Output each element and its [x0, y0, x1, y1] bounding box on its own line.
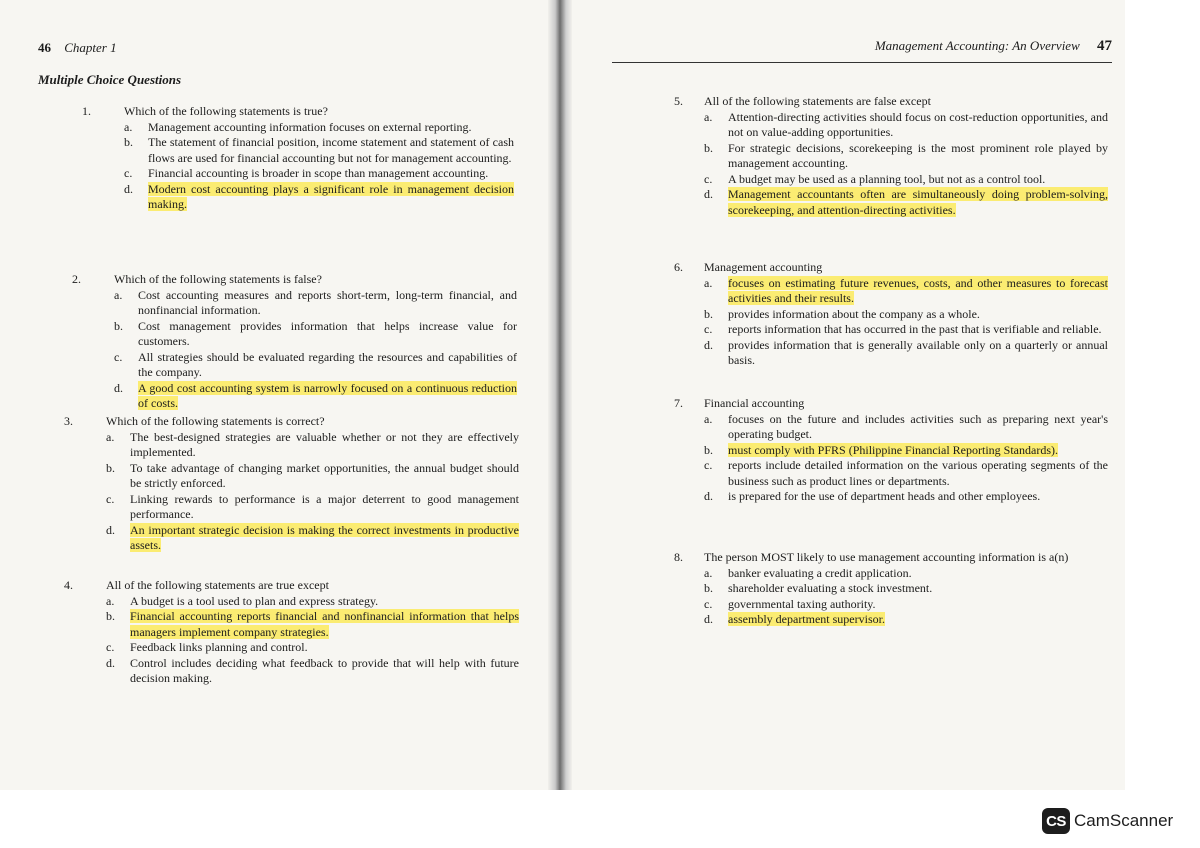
question-8	[674, 550, 1108, 628]
question-stem: The person MOST likely to use management accounting information is a(n)	[704, 550, 1069, 564]
option-c: c. All strategies should be evaluated regarding the resources and capabilities of the company.	[114, 349, 517, 379]
question-number: 6.	[674, 260, 683, 274]
option-d-highlighted: d. Management accountants often are simultaneously doing problem-solving, scorekeeping, and attention-directing activities.	[704, 187, 1108, 217]
question-stem: Which of the following statements is correct?	[106, 414, 325, 428]
question-2	[72, 272, 517, 412]
running-title: Management Accounting: An Overview	[874, 38, 1080, 53]
question-4	[64, 578, 519, 687]
question-number: 2.	[72, 272, 81, 286]
book-gutter	[548, 0, 572, 790]
left-page-number: 46	[38, 40, 51, 55]
question-6	[674, 260, 1108, 369]
option-b: b. provides information about the company as a whole.	[704, 306, 980, 321]
question-stem: Financial accounting	[704, 396, 805, 410]
chapter-label: Chapter 1	[64, 40, 117, 55]
option-a: a. Cost accounting measures and reports short-term, long-term financial, and nonfinancial information.	[114, 287, 517, 317]
question-number: 8.	[674, 550, 683, 564]
camscanner-text: CamScanner	[1074, 811, 1174, 830]
question-stem: All of the following statements are true except	[106, 578, 329, 592]
question-3	[64, 414, 519, 554]
option-a: a. A budget is a tool used to plan and express strategy.	[106, 593, 379, 608]
option-d-highlighted: d. An important strategic decision is making the correct investments in productive assets.	[106, 522, 519, 552]
option-b: b. The statement of financial position, income statement and statement of cash flows are used for financial accounting but not for management accounting.	[124, 135, 514, 165]
question-stem: Which of the following statements is false?	[114, 272, 322, 286]
question-number: 7.	[674, 396, 683, 410]
header-rule	[612, 62, 1112, 63]
question-5	[674, 94, 1108, 218]
option-a: a. focuses on the future and includes activities such as preparing next year's operating budget.	[704, 411, 1108, 441]
option-d: d. provides information that is generally available only on a quarterly or annual basis.	[704, 337, 1108, 367]
question-stem: Which of the following statements is true?	[124, 104, 328, 118]
question-number: 3.	[64, 414, 73, 428]
option-d-highlighted: d. assembly department supervisor.	[704, 612, 885, 626]
option-b-highlighted: b. must comply with PFRS (Philippine Financial Reporting Standards).	[704, 442, 1058, 457]
option-d: d. Control includes deciding what feedback to provide that will help with future decision making.	[106, 655, 519, 685]
option-c: c. Feedback links planning and control.	[106, 640, 308, 654]
option-b: b. shareholder evaluating a stock investment.	[704, 581, 933, 595]
option-d-highlighted: d. Modern cost accounting plays a significant role in management decision making.	[124, 181, 514, 211]
camscanner-watermark	[1042, 808, 1173, 834]
option-a: a. Management accounting information focuses on external reporting.	[124, 119, 472, 134]
right-page-number: 47	[1097, 38, 1112, 54]
option-b: b. For strategic decisions, scorekeeping is the most prominent role played by management accounting.	[704, 140, 1108, 170]
option-d-highlighted: d. A good cost accounting system is narrowly focused on a continuous reduction of costs.	[114, 380, 517, 410]
option-c: c. reports information that has occurred in the past that is verifiable and reliable.	[704, 322, 1102, 336]
option-c: c. Financial accounting is broader in scope than management accounting.	[124, 166, 489, 180]
left-page-header	[38, 40, 117, 56]
question-7	[674, 396, 1108, 505]
question-stem: All of the following statements are false except	[704, 94, 931, 108]
right-page-header	[612, 38, 1112, 55]
option-c: c. Linking rewards to performance is a major deterrent to good management performance.	[106, 491, 519, 521]
option-b: b. Cost management provides information that helps increase value for customers.	[114, 318, 517, 348]
section-title: Multiple Choice Questions	[38, 72, 182, 87]
option-a: a. Attention-directing activities should focus on cost-reduction opportunities, and not on value-adding opportunities.	[704, 109, 1108, 139]
option-c: c. A budget may be used as a planning tool, but not as a control tool.	[704, 171, 1046, 186]
question-number: 4.	[64, 578, 73, 592]
option-b-highlighted: b. Financial accounting reports financial and nonfinancial information that helps managers implement company strategies.	[106, 609, 519, 639]
option-a: a. banker evaluating a credit application.	[704, 565, 912, 580]
question-number: 5.	[674, 94, 683, 108]
option-a-highlighted: a. focuses on estimating future revenues, costs, and other measures to forecast activities and their results.	[704, 275, 1108, 305]
question-number: 1.	[82, 104, 91, 118]
option-a: a. The best-designed strategies are valuable whether or not they are effectively implemented.	[106, 429, 519, 459]
question-stem: Management accounting	[704, 260, 823, 274]
option-b: b. To take advantage of changing market opportunities, the annual budget should be strictly enforced.	[106, 460, 519, 490]
question-1	[82, 104, 514, 213]
option-c: c. reports include detailed information on the various operating segments of the business such as product lines or departments.	[704, 458, 1108, 488]
option-c: c. governmental taxing authority.	[704, 596, 876, 611]
camscanner-logo-icon: CS	[1042, 808, 1070, 834]
option-d: d. is prepared for the use of department heads and other employees.	[704, 489, 1041, 503]
